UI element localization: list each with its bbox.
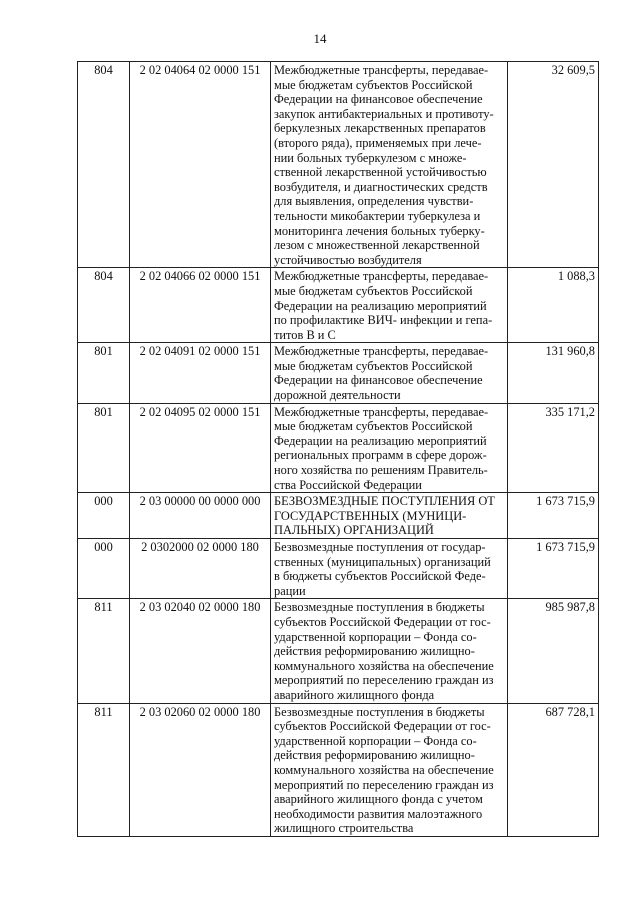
admin-code-cell: 804: [78, 268, 130, 343]
admin-code-cell: 000: [78, 539, 130, 599]
budget-classification-code-cell: 2 03 00000 00 0000 000: [130, 493, 271, 539]
revenue-name-cell: Межбюджетные трансферты, передавае- мые бюджетам субъектов Российской Федерации на реализацию мероприятий региональных программ в сфере дорож- ного хозяйства по решениям Правитель- ства Российской Федерации: [271, 403, 508, 493]
budget-classification-code-cell: 2 02 04091 02 0000 151: [130, 343, 271, 403]
table-body: [78, 62, 599, 837]
table-row: [78, 268, 599, 343]
admin-code-cell: 000: [78, 493, 130, 539]
table-row: [78, 403, 599, 493]
amount-cell: 1 673 715,9: [508, 493, 599, 539]
amount-cell: 1 088,3: [508, 268, 599, 343]
amount-cell: 1 673 715,9: [508, 539, 599, 599]
revenue-name-cell: Безвозмездные поступления в бюджеты субъектов Российской Федерации от гос- ударственной корпорации – Фонда со- действия реформированию жилищно- коммунального хозяйства на обеспечение мероприятий по переселению граждан из аварийного жилищного фонда с учетом необходимости развития малоэтажного жилищного строительства: [271, 703, 508, 836]
admin-code-cell: 804: [78, 62, 130, 268]
amount-cell: 32 609,5: [508, 62, 599, 268]
amount-cell: 131 960,8: [508, 343, 599, 403]
budget-classification-code-cell: 2 0302000 02 0000 180: [130, 539, 271, 599]
revenue-name-cell: Безвозмездные поступления от государ- ственных (муниципальных) организаций в бюджеты субъектов Российской Феде- рации: [271, 539, 508, 599]
amount-cell: 687 728,1: [508, 703, 599, 836]
table-row: [78, 599, 599, 703]
admin-code-cell: 811: [78, 703, 130, 836]
revenue-name-cell: Межбюджетные трансферты, передавае- мые бюджетам субъектов Российской Федерации на финансовое обеспечение закупок антибактериальных и противоту- беркулезных лекарственных препаратов (второго ряда), применяемых при лече- нии больных туберкулезом с множе- ственной лекарственной устойчивостью возбудителя, и диагностических средств для выявления, определения чувстви- тельности микобактерии туберкулеза и мониторинга лечения больных туберку- лезом с множественной лекарственной устойчивостью возбудителя: [271, 62, 508, 268]
revenue-name-cell: Межбюджетные трансферты, передавае- мые бюджетам субъектов Российской Федерации на финансовое обеспечение дорожной деятельности: [271, 343, 508, 403]
table-row: [78, 62, 599, 268]
revenue-name-cell: БЕЗВОЗМЕЗДНЫЕ ПОСТУПЛЕНИЯ ОТ ГОСУДАРСТВЕННЫХ (МУНИЦИ- ПАЛЬНЫХ) ОРГАНИЗАЦИЙ: [271, 493, 508, 539]
revenue-name-cell: Безвозмездные поступления в бюджеты субъектов Российской Федерации от гос- ударственной корпорации – Фонда со- действия реформированию жилищно- коммунального хозяйства на обеспечение мероприятий по переселению граждан из аварийного жилищного фонда: [271, 599, 508, 703]
budget-classification-code-cell: 2 02 04066 02 0000 151: [130, 268, 271, 343]
amount-cell: 335 171,2: [508, 403, 599, 493]
table-row: [78, 703, 599, 836]
budget-revenue-table: [77, 61, 599, 837]
budget-classification-code-cell: 2 02 04064 02 0000 151: [130, 62, 271, 268]
budget-classification-code-cell: 2 02 04095 02 0000 151: [130, 403, 271, 493]
table-row: [78, 493, 599, 539]
budget-classification-code-cell: 2 03 02040 02 0000 180: [130, 599, 271, 703]
amount-cell: 985 987,8: [508, 599, 599, 703]
budget-classification-code-cell: 2 03 02060 02 0000 180: [130, 703, 271, 836]
admin-code-cell: 801: [78, 403, 130, 493]
table-row: [78, 343, 599, 403]
revenue-name-cell: Межбюджетные трансферты, передавае- мые бюджетам субъектов Российской Федерации на реализацию мероприятий по профилактике ВИЧ- инфекции и гепа- титов В и С: [271, 268, 508, 343]
admin-code-cell: 811: [78, 599, 130, 703]
table-row: [78, 539, 599, 599]
page-number: 14: [313, 31, 327, 46]
admin-code-cell: 801: [78, 343, 130, 403]
